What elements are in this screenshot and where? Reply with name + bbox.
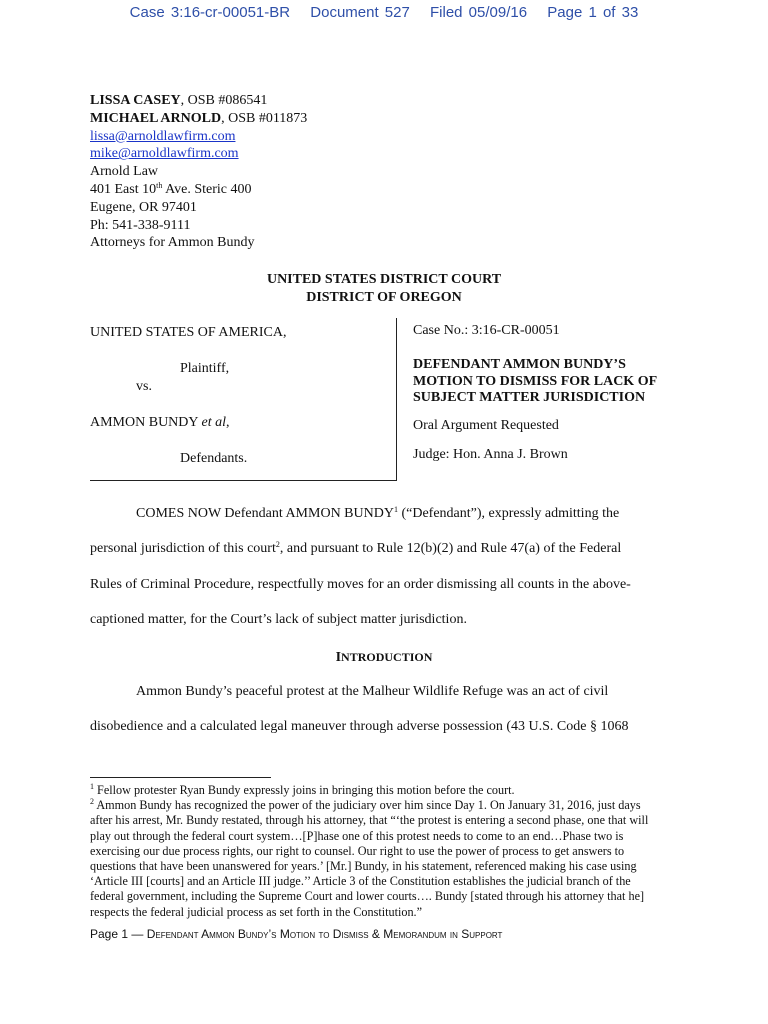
judge-name: Judge: Hon. Anna J. Brown	[413, 447, 568, 462]
email-link-mike[interactable]: mike@arnoldlawfirm.com	[90, 146, 239, 162]
footnote-2-line-7: federal government, including the Supreme Court and lower courts…. Bundy [stated through his attorney that he]	[90, 889, 645, 904]
footnote-2-line-8: respects the federal judicial process as set forth in the Constitution.”	[90, 904, 423, 919]
footnote-2-line-3: play out through the federal court system…[P]hase one of this protest needs to come to an end…Phase two is	[90, 828, 624, 843]
body-line-6: disobedience and a calculated legal maneuver through adverse possession (43 U.S. Code § 1068	[90, 719, 629, 734]
body-line-2b: , and pursuant to Rule 12(b)(2) and Rule 47(a) of the Federal	[279, 541, 622, 556]
firm-city: Eugene, OR 97401	[90, 199, 197, 215]
body-line-5: Ammon Bundy’s peaceful protest at the Malheur Wildlife Refuge was an act of civil	[136, 684, 609, 699]
oral-argument: Oral Argument Requested	[413, 418, 559, 433]
motion-title-line-3: SUBJECT MATTER JURISDICTION	[413, 390, 646, 405]
intro-rest: NTRODUCTION	[341, 650, 433, 664]
attorneys-for: Attorneys for Ammon Bundy	[90, 235, 255, 251]
footnote-2-line-1	[90, 798, 690, 813]
court-district: DISTRICT OF OREGON	[306, 289, 462, 305]
footnotes	[90, 783, 690, 920]
defendant-comma: ,	[226, 415, 230, 430]
defendant-name	[90, 415, 230, 431]
case-no: Case No.: 3:16-CR-00051	[413, 323, 560, 338]
court-title	[0, 271, 768, 306]
body-line-2	[90, 541, 678, 557]
body-line-2a: personal jurisdiction of this court	[90, 541, 276, 556]
email-link-lissa[interactable]: lissa@arnoldlawfirm.com	[90, 128, 236, 144]
case-number: Case 3:16-cr-00051-BR	[129, 4, 291, 21]
defendant-label: Defendants.	[180, 451, 248, 466]
ecf-header	[0, 4, 768, 21]
defendant-name-text: AMMON BUNDY	[90, 415, 202, 430]
footnote-2-line-2: after his arrest, Mr. Bundy restated, through his attorney, that “‘the protest is entering a second phase, one that will	[90, 813, 649, 828]
body-line-1	[90, 506, 724, 522]
attorney-name-2: MICHAEL ARNOLD	[90, 110, 222, 126]
osb-number-1: , OSB #086541	[180, 93, 268, 108]
firm-address	[90, 181, 307, 199]
firm-phone: Ph: 541-338-9111	[90, 217, 191, 233]
page-footer	[90, 927, 502, 941]
body-line-1b: (“Defendant”), expressly admitting the	[397, 506, 620, 521]
footer-title: Defendant Ammon Bundy’s Motion to Dismiss & Memorandum in Support	[146, 927, 503, 941]
footnote-2-text: Ammon Bundy has recognized the power of the judiciary over him since Day 1. On January 31, 2016, just days	[94, 798, 641, 813]
motion-title	[413, 357, 657, 407]
footnote-1-number: 1	[90, 782, 94, 791]
footer-page-number: Page 1 —	[90, 927, 147, 941]
caption-parties	[90, 318, 397, 481]
footnote-2-line-4: exercising our due process rights, our right to counsel. Our right to use the power of process to get answers to	[90, 843, 625, 858]
address-street: 401 East 10	[90, 181, 157, 197]
document-number: Document 527	[310, 4, 410, 21]
footnote-1-text: Fellow protester Ryan Bundy expressly joins in bringing this motion before the court.	[94, 783, 515, 797]
body-line-4: captioned matter, for the Court’s lack of subject matter jurisdiction.	[90, 612, 467, 627]
plaintiff-label: Plaintiff,	[180, 361, 230, 376]
counsel-block	[90, 92, 307, 252]
versus: vs.	[136, 379, 152, 394]
address-ordinal: th	[156, 180, 163, 190]
plaintiff-name: UNITED STATES OF AMERICA,	[90, 325, 287, 340]
firm-name: Arnold Law	[90, 164, 159, 180]
address-suite: Ave. Steric 400	[162, 181, 252, 197]
intro-initial: I	[335, 650, 342, 665]
footnote-2-line-6: ‘Article III [courts] and an Article III judge.’’ Article 3 of the Constitution establishes the judicial branch of the	[90, 874, 631, 889]
filed-date: Filed 05/09/16	[430, 4, 528, 21]
counsel-line-1	[90, 92, 307, 110]
counsel-line-2	[90, 110, 307, 128]
footnote-2-number: 2	[90, 797, 94, 807]
motion-title-line-2: MOTION TO DISMISS FOR LACK OF	[413, 373, 658, 389]
footnote-ref-1: 1	[393, 505, 398, 514]
introduction-heading	[0, 650, 768, 666]
body-line-1a: COMES NOW Defendant AMMON BUNDY	[136, 506, 394, 521]
court-name: UNITED STATES DISTRICT COURT	[266, 272, 502, 287]
footnote-1	[90, 783, 690, 798]
motion-title-line-1: DEFENDANT AMMON BUNDY’S	[413, 357, 626, 372]
footnote-divider	[90, 777, 271, 778]
osb-number-2: , OSB #011873	[221, 110, 308, 126]
page-count: Page 1 of 33	[547, 4, 639, 21]
attorney-name-1: LISSA CASEY	[90, 93, 181, 108]
footnote-2-line-5: questions that have been unanswered for years.’ [Mr.] Bundy, in his statement, referenced making his case using	[90, 859, 637, 874]
footnote-ref-2: 2	[275, 540, 280, 549]
body-line-3: Rules of Criminal Procedure, respectfully moves for an order dismissing all counts in the above-	[90, 577, 631, 592]
defendant-etal: et al	[201, 415, 226, 430]
